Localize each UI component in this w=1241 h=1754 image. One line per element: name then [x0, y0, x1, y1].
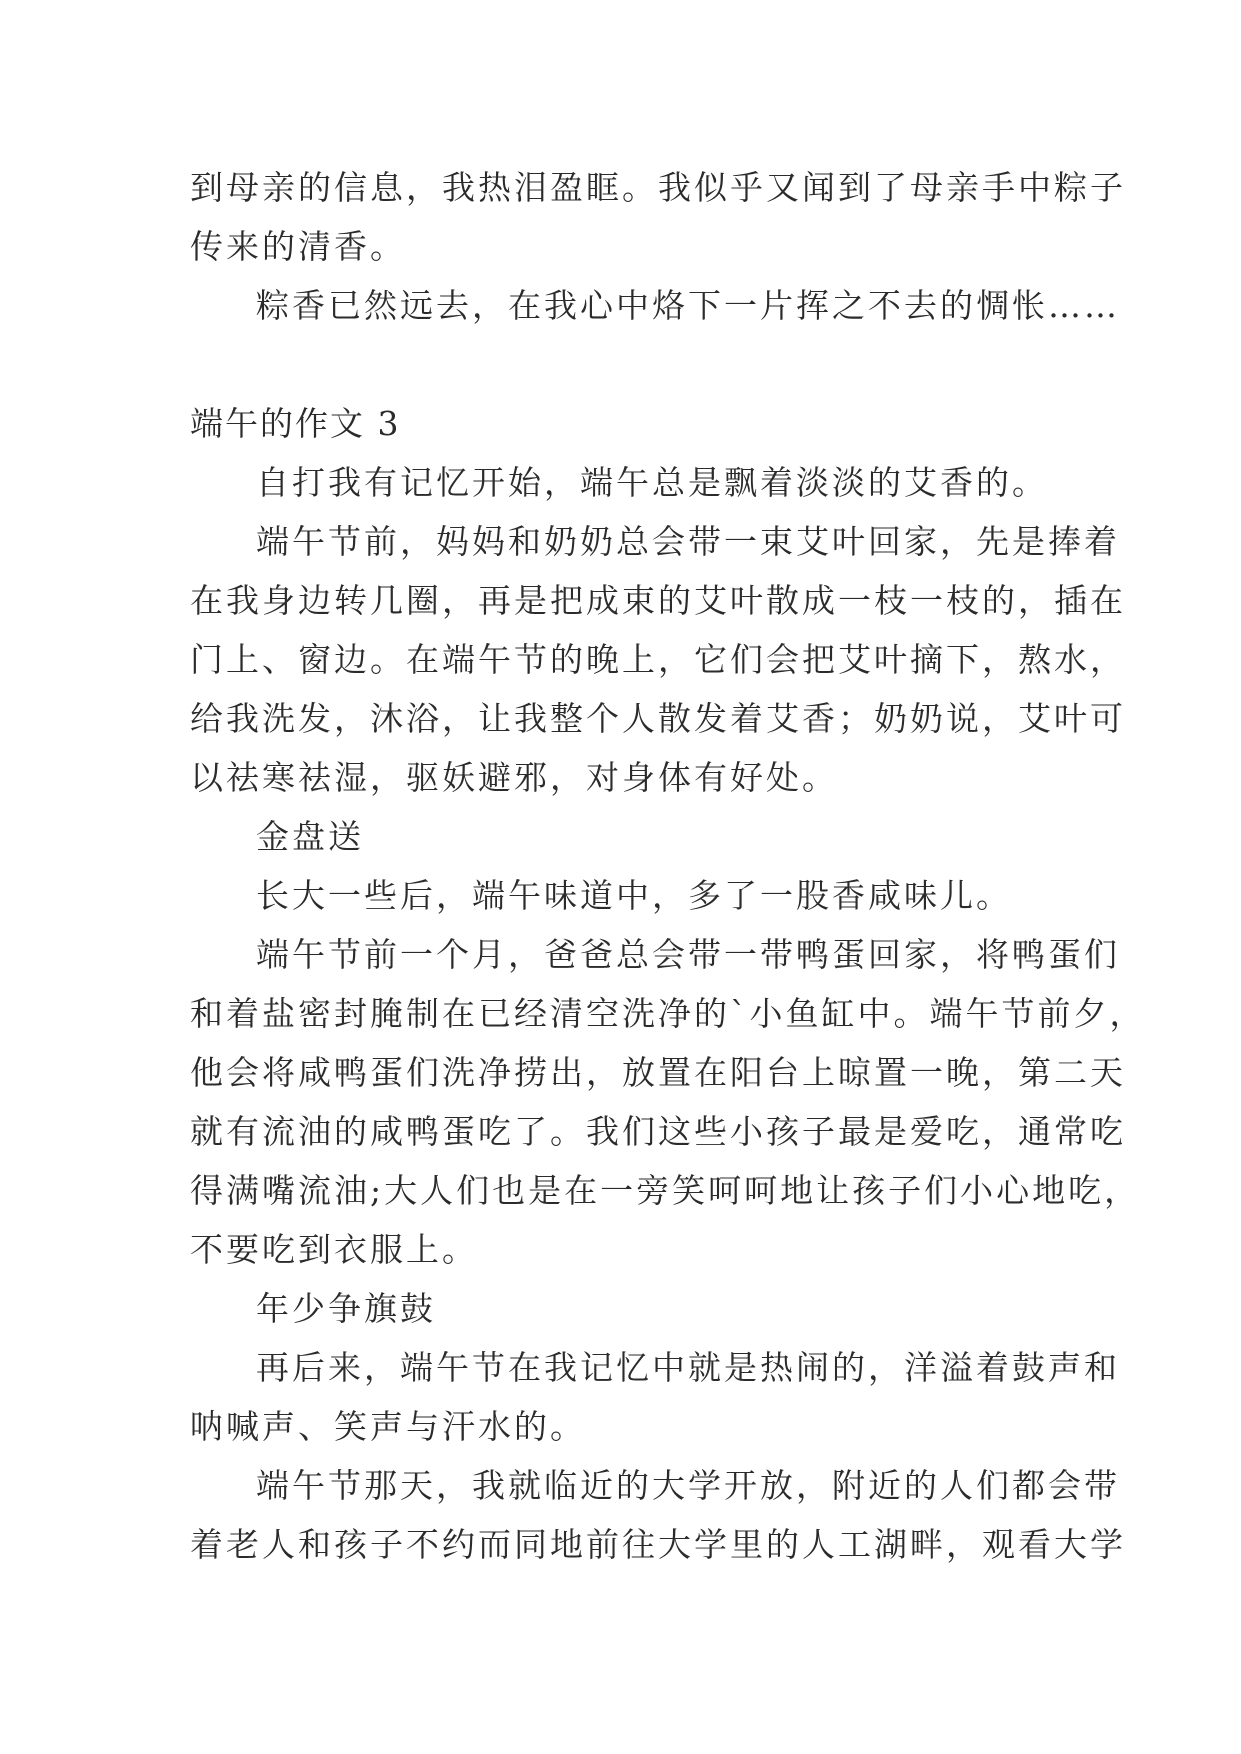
subheading: 年少争旗鼓	[256, 1289, 436, 1328]
text-line: 长大一些后，端午味道中，多了一股香咸味儿。	[256, 876, 1012, 915]
text-line: 传来的清香。	[190, 227, 406, 266]
text-line: 端午节前一个月，爸爸总会带一带鸭蛋回家，将鸭蛋们	[256, 935, 1120, 974]
text-line: 到母亲的信息，我热泪盈眶。我似乎又闻到了母亲手中粽子	[190, 168, 1126, 207]
text-line: 他会将咸鸭蛋们洗净捞出，放置在阳台上晾置一晚，第二天	[190, 1053, 1126, 1092]
text-line: 和着盐密封腌制在已经清空洗净的`小鱼缸中。端午节前夕，	[190, 994, 1146, 1033]
text-line: 以祛寒祛湿，驱妖避邪，对身体有好处。	[190, 758, 838, 797]
text-line: 端午节那天，我就临近的大学开放，附近的人们都会带	[256, 1466, 1120, 1505]
text-line: 再后来，端午节在我记忆中就是热闹的，洋溢着鼓声和	[256, 1348, 1120, 1387]
text-line: 端午节前，妈妈和奶奶总会带一束艾叶回家，先是捧着	[256, 522, 1120, 561]
paragraph-spacer	[190, 335, 1070, 394]
section-title: 端午的作文 3	[190, 404, 401, 443]
text-line: 粽香已然远去，在我心中烙下一片挥之不去的惆怅……	[256, 286, 1120, 325]
text-line: 不要吃到衣服上。	[190, 1230, 478, 1269]
text-line: 自打我有记忆开始，端午总是飘着淡淡的艾香的。	[256, 463, 1048, 502]
text-line: 就有流油的咸鸭蛋吃了。我们这些小孩子最是爱吃，通常吃	[190, 1112, 1126, 1151]
text-line: 在我身边转几圈，再是把成束的艾叶散成一枝一枝的，插在	[190, 581, 1126, 620]
text-line: 门上、窗边。在端午节的晚上，它们会把艾叶摘下，熬水，	[190, 640, 1126, 679]
text-line: 得满嘴流油;大人们也是在一旁笑呵呵地让孩子们小心地吃，	[190, 1171, 1141, 1210]
text-line: 呐喊声、笑声与汗水的。	[190, 1407, 586, 1446]
document-body	[190, 158, 1146, 1574]
text-line: 着老人和孩子不约而同地前往大学里的人工湖畔，观看大学	[190, 1525, 1126, 1564]
text-line: 给我洗发，沐浴，让我整个人散发着艾香；奶奶说，艾叶可	[190, 699, 1126, 738]
subheading: 金盘送	[256, 817, 364, 856]
